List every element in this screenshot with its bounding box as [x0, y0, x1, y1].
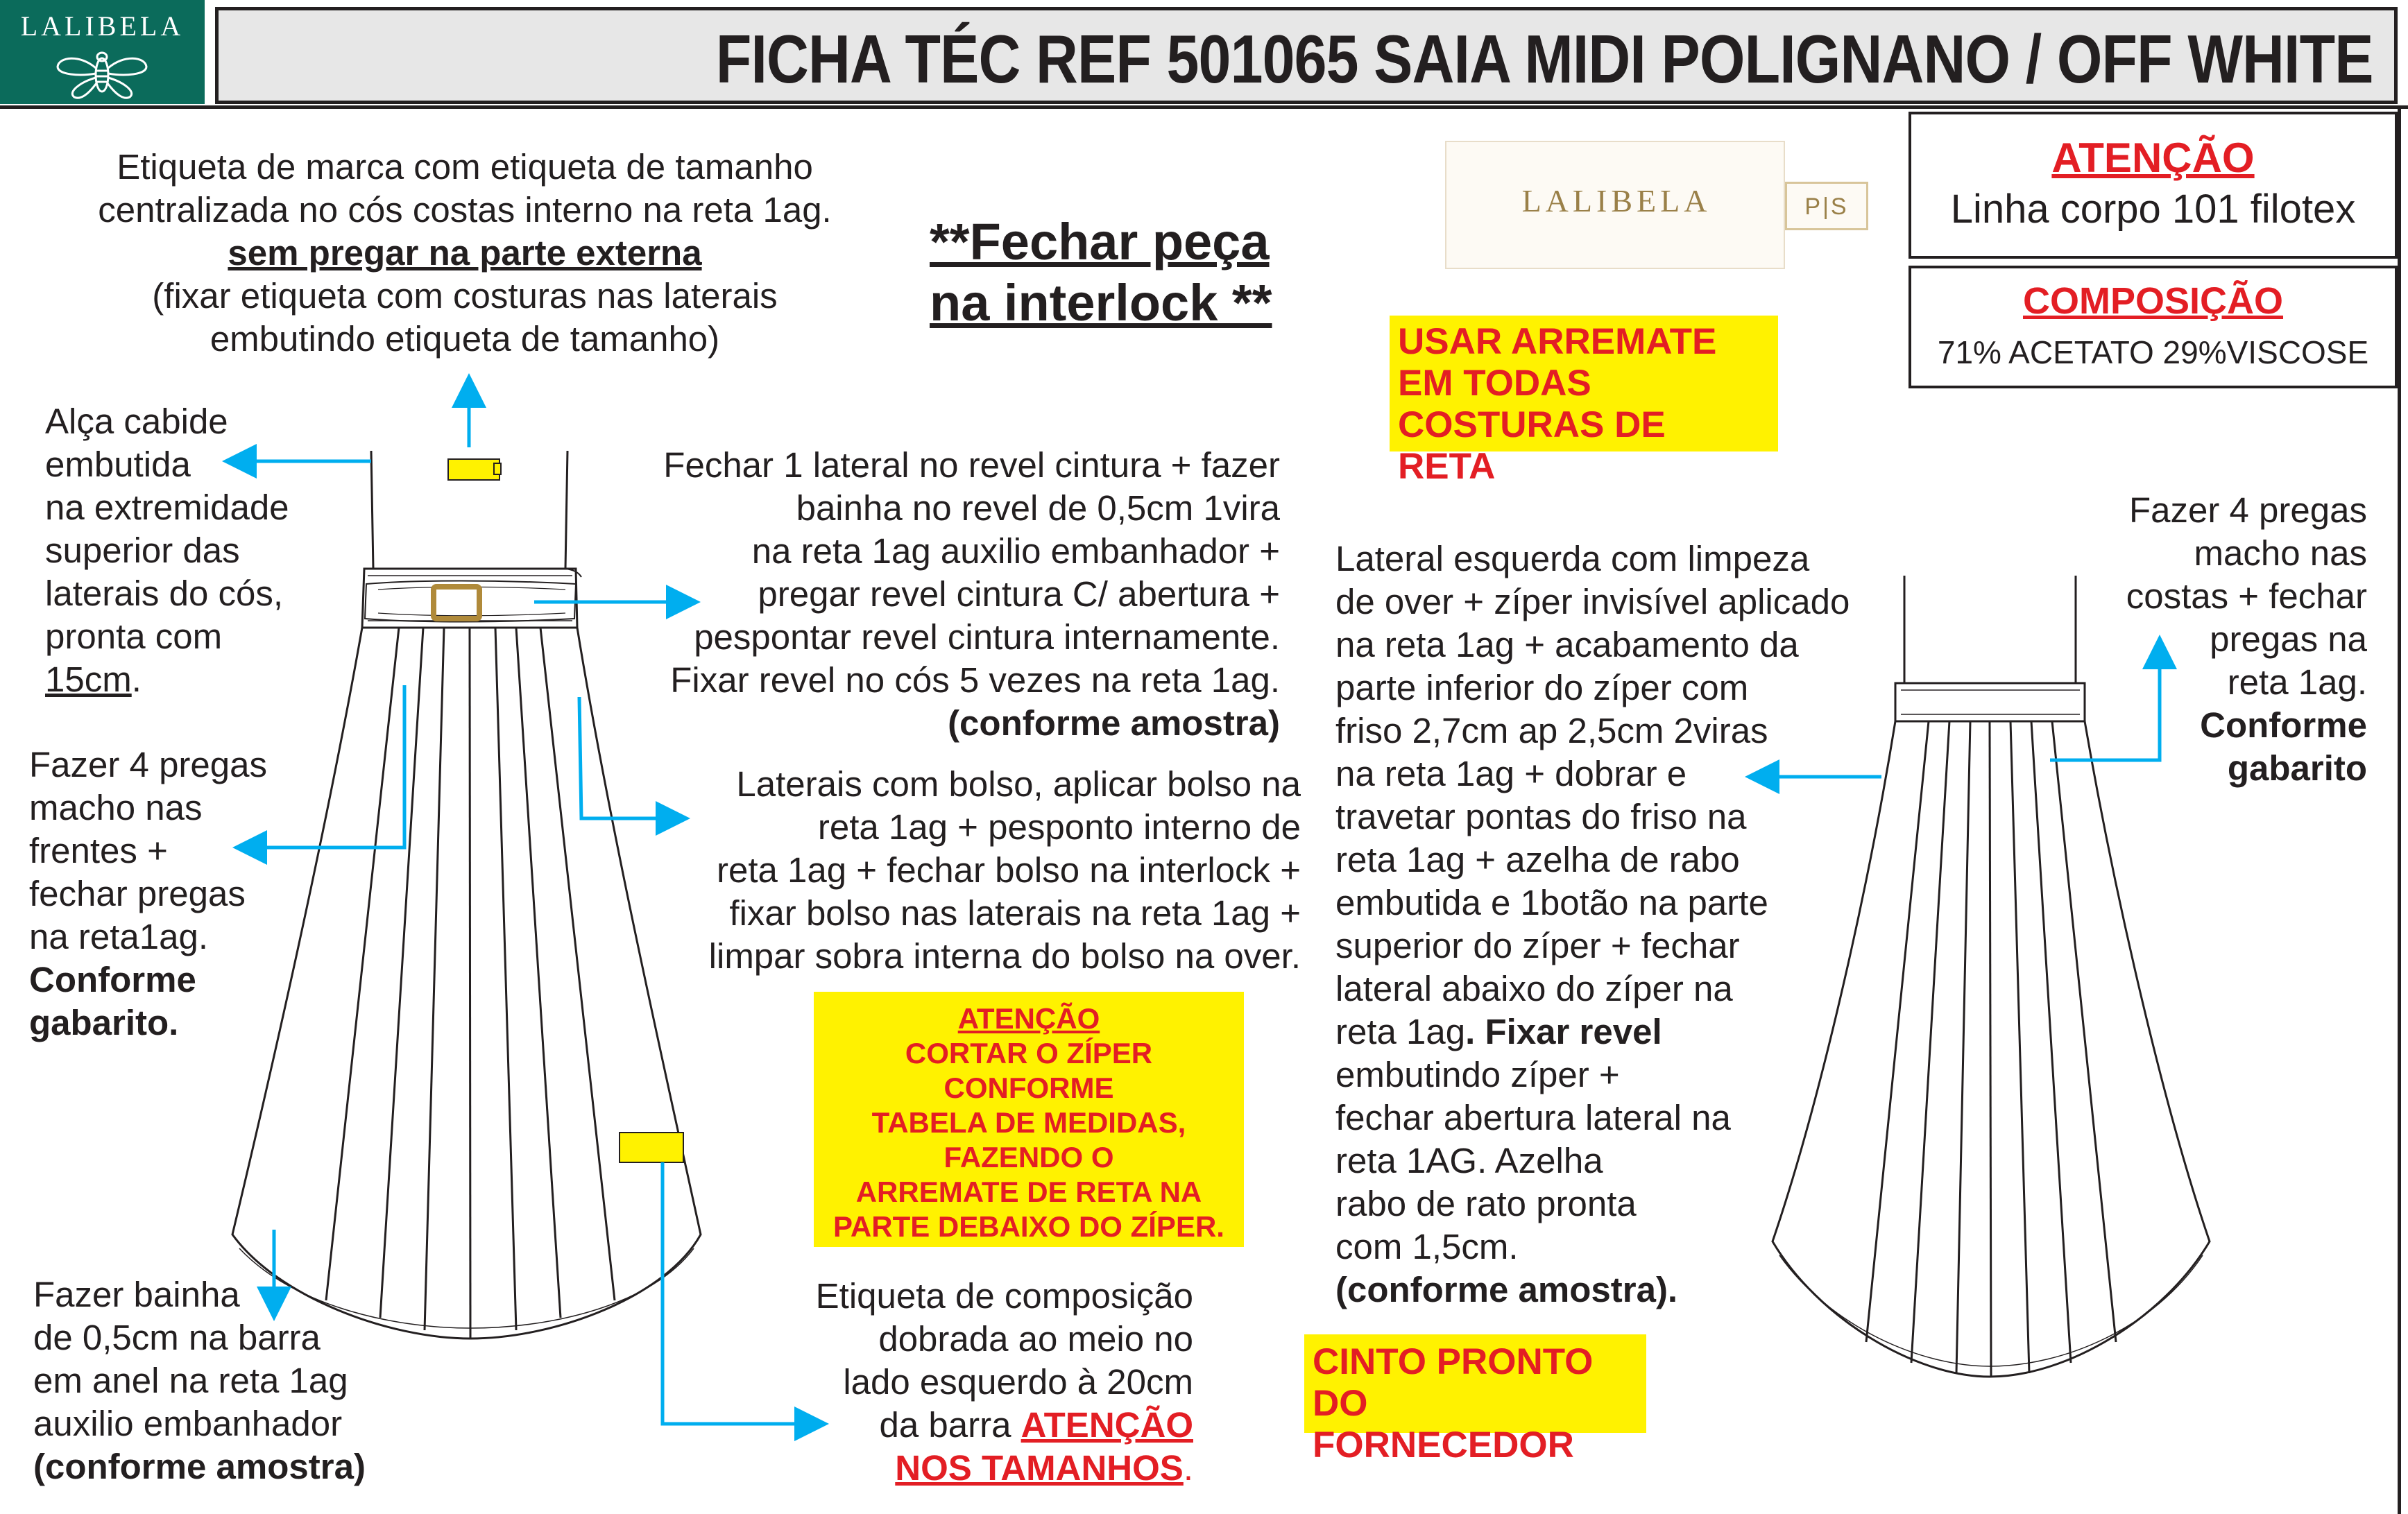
page-title: FICHA TÉC REF 501065 SAIA MIDI POLIGNANO / OFF WHITE [716, 21, 2373, 97]
note-line: CINTO PRONTO [1313, 1341, 1594, 1382]
note-line: Laterais com bolso, aplicar bolso na [736, 764, 1301, 804]
note-text: da barra [879, 1405, 1021, 1445]
note-line: superior do zíper + fechar [1335, 926, 1740, 965]
hem-note [33, 1273, 366, 1488]
note-line: macho nas [29, 788, 203, 827]
note-line-emphasis: sem pregar na parte externa [228, 233, 702, 273]
note-line: costas + fechar [2126, 576, 2367, 616]
note-line: travetar pontas do friso na [1335, 797, 1747, 836]
size-tag-text: P|S [1804, 193, 1849, 220]
note-line: Conforme [29, 960, 196, 999]
zipper-attention-note [814, 992, 1244, 1247]
note-line: centralizada no cós costas interno na reta 1ag. [98, 190, 832, 230]
note-line: gabarito. [29, 1003, 179, 1042]
attention-heading: ATENÇÃO [2051, 135, 2255, 181]
note-line: reta 1ag. [2227, 662, 2367, 702]
note-line [749, 1447, 1193, 1490]
waist-facing-note [597, 444, 1280, 745]
note-line: na interlock ** [930, 274, 1272, 332]
note-line: pregas na [2210, 619, 2367, 659]
pocket-note [624, 763, 1301, 978]
note-line: ARREMATE DE RETA NA [855, 1176, 1202, 1208]
note-line: EM TODAS [1398, 363, 1591, 404]
note-line: Etiqueta de marca com etiqueta de tamanho [117, 147, 813, 187]
logo-text: LALIBELA [20, 10, 185, 42]
note-line: reta 1ag + fechar bolso na interlock + [716, 850, 1301, 890]
note-text: . Fixar revel [1465, 1012, 1662, 1051]
brand-label [1445, 141, 1785, 269]
note-line: lado esquerdo à 20cm [843, 1362, 1193, 1402]
note-line: de over + zíper invisível aplicado [1335, 582, 1850, 621]
note-line: Fazer 4 pregas [2128, 490, 2367, 530]
note-alert: ATENÇÃO [1021, 1405, 1193, 1445]
size-tag [1785, 182, 1868, 230]
note-line: (conforme amostra) [948, 703, 1280, 743]
note-line: em anel na reta 1ag [33, 1361, 348, 1400]
note-line: limpar sobra interna do bolso na over. [708, 936, 1301, 976]
header-divider [0, 105, 2408, 109]
back-pleats-note [2074, 489, 2367, 790]
note-line: USAR ARREMATE [1398, 321, 1717, 362]
attention-box [1909, 112, 2398, 259]
composition-heading: COMPOSIÇÃO [2022, 280, 2284, 322]
note-line: friso 2,7cm ap 2,5cm 2viras [1335, 711, 1768, 750]
note-line: gabarito [2227, 748, 2367, 788]
composition-label-note [749, 1275, 1193, 1490]
attention-text: Linha corpo 101 filotex [1950, 187, 2356, 232]
note-line: parte inferior do zíper com [1335, 668, 1749, 707]
note-line: frentes + [29, 831, 168, 870]
brand-logo [0, 0, 205, 104]
note-line: pregar revel cintura C/ abertura + [758, 574, 1280, 614]
note-punct: . [131, 660, 142, 699]
note-line: (conforme amostra) [33, 1447, 366, 1486]
note-line: embutida [45, 445, 191, 484]
note-line: pespontar revel cintura internamente. [694, 617, 1280, 657]
note-line [1335, 1010, 1850, 1053]
front-pleats-note [29, 743, 267, 1044]
note-line: Fazer bainha [33, 1275, 240, 1314]
note-line: Conforme [2200, 705, 2367, 745]
composition-box [1909, 266, 2398, 388]
note-line: COSTURAS DE RETA [1398, 404, 1666, 487]
note-line: embutida e 1botão na parte [1335, 883, 1768, 922]
note-line: dobrada ao meio no [878, 1319, 1193, 1359]
note-line: macho nas [2194, 533, 2367, 573]
belt-buckle-icon [434, 587, 479, 619]
note-text: reta 1ag [1335, 1012, 1466, 1051]
interlock-note [930, 212, 1272, 334]
note-alert: NOS TAMANHOS [895, 1448, 1184, 1488]
note-line: de 0,5cm na barra [33, 1318, 321, 1357]
note-line: PARTE DEBAIXO DO ZÍPER. [833, 1210, 1224, 1243]
finishing-note [1390, 316, 1778, 487]
note-line: ATENÇÃO [957, 1002, 1100, 1035]
bee-icon [52, 47, 153, 103]
note-punct: . [1183, 1448, 1193, 1488]
note-line: na reta 1ag auxilio embanhador + [751, 531, 1280, 571]
note-line: reta 1ag + azelha de rabo [1335, 840, 1740, 879]
note-line: laterais do cós, [45, 574, 284, 613]
note-line: bainha no revel de 0,5cm 1vira [796, 488, 1280, 528]
note-line: (fixar etiqueta com costuras nas laterais [152, 276, 778, 316]
note-line: reta 1AG. Azelha [1335, 1141, 1603, 1180]
note-line: FAZENDO O [943, 1141, 1114, 1173]
note-line: TABELA DE MEDIDAS, [871, 1106, 1186, 1139]
note-line: na extremidade [45, 488, 289, 527]
note-line: Fixar revel no cós 5 vezes na reta 1ag. [670, 660, 1280, 700]
note-line: Fechar 1 lateral no revel cintura + fazer [663, 445, 1280, 485]
note-line: Etiqueta de composição [815, 1276, 1193, 1316]
note-line: fixar bolso nas laterais na reta 1ag + [729, 893, 1301, 933]
note-line [45, 658, 289, 701]
note-line: lateral abaixo do zíper na [1335, 969, 1733, 1008]
note-line: Alça cabide [45, 402, 228, 441]
note-line: reta 1ag + pesponto interno de [817, 807, 1301, 847]
note-line: embutindo etiqueta de tamanho) [210, 319, 720, 359]
hanger-loop-note [45, 400, 289, 701]
note-line: embutindo zíper + [1335, 1055, 1620, 1094]
frame-right-border [2398, 105, 2401, 1514]
note-line: na reta 1ag + dobrar e [1335, 754, 1687, 793]
composition-label-marker-icon [620, 1133, 683, 1162]
note-line [749, 1404, 1193, 1447]
note-line: **Fechar peça [930, 213, 1270, 270]
note-line: rabo de rato pronta [1335, 1184, 1637, 1223]
title-bar [215, 7, 2398, 104]
brand-label-note [28, 146, 902, 361]
note-line: fechar abertura lateral na [1335, 1098, 1731, 1137]
note-line: (conforme amostra). [1335, 1270, 1678, 1309]
belt-note [1304, 1334, 1646, 1465]
note-line: auxilio embanhador [33, 1404, 343, 1443]
note-line: fechar pregas [29, 874, 246, 913]
note-line: pronta com [45, 617, 223, 656]
note-line: CONFORME [943, 1072, 1114, 1104]
composition-text: 71% ACETATO 29%VISCOSE [1937, 334, 2369, 370]
note-line: Fazer 4 pregas [29, 745, 268, 784]
brand-label-text: LALIBELA [1521, 183, 1711, 218]
note-line: na reta 1ag + acabamento da [1335, 625, 1799, 664]
label-marker-icon [448, 459, 499, 480]
note-line: superior das [45, 531, 240, 570]
note-line: na reta1ag. [29, 917, 209, 956]
note-line: Lateral esquerda com limpeza [1335, 539, 1810, 578]
note-measure: 15cm [45, 660, 132, 699]
note-line: com 1,5cm. [1335, 1227, 1519, 1266]
note-line: CORTAR O ZÍPER [905, 1037, 1153, 1069]
note-line: DO FORNECEDOR [1313, 1383, 1574, 1465]
left-side-note [1335, 537, 1850, 1311]
